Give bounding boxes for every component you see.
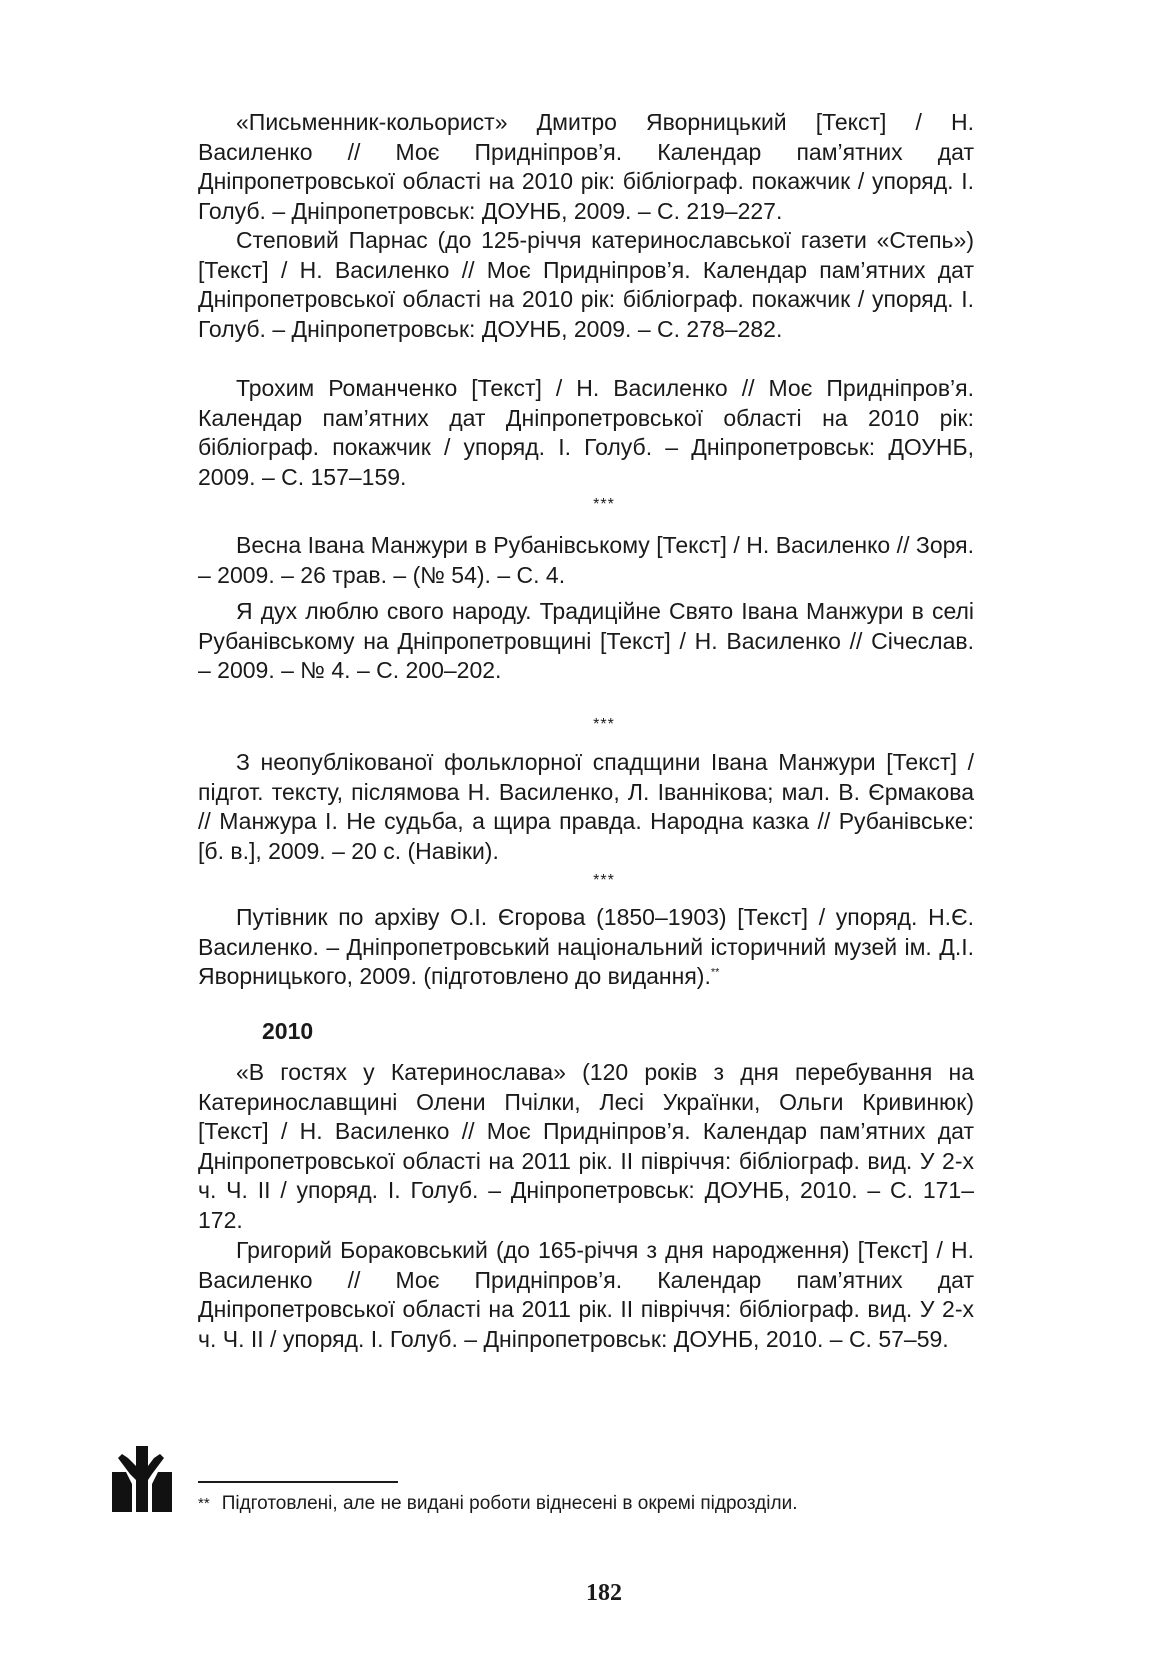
bibliography-entry: Я дух люблю свого народу. Традиційне Свято Івана Манжури в селі Рубанівському на Дніпропетровщині [Текст] / Н. Василенко // Січеслав. – 2009. – № 4. – С. 200–202. xyxy=(198,598,974,683)
footnote xyxy=(198,1492,974,1516)
entry-text: Путівник по архіву О.І. Єгорова (1850–1903) [Текст] / упоряд. Н.Є. Василенко. – Дніпропетровський національний історичний музей ім. Д.І. Яворницького, 2009. (підготовлено до видання). xyxy=(198,904,974,989)
bibliography-entry xyxy=(198,903,974,992)
bibliography-entry: З неопублікованої фольклорної спадщини Івана Манжури [Текст] / підгот. тексту, післямова Н. Василенко, Л. Іваннікова; мал. В. Єрмакова // Манжура І. Не судьба, а щира правда. Народна казка // Рубанівське: [б. в.], 2009. – 20 с. (Навіки). xyxy=(198,749,974,864)
bibliography-entry: Трохим Романченко [Текст] / Н. Василенко // Моє Придніпров’я. Календар пам’ятних дат Дніпропетровської області на 2010 рік: бібліограф. покажчик / упоряд. І. Голуб. – Дніпропетровськ: ДОУНБ, 2009. – С. 157–159. xyxy=(198,375,974,490)
section-separator: *** xyxy=(593,872,615,889)
bibliography-entry: Весна Івана Манжури в Рубанівському [Текст] / Н. Василенко // Зоря. – 2009. – 26 трав. – (№ 54). – С. 4. xyxy=(198,532,974,588)
footnote-reference: ** xyxy=(710,966,720,979)
bibliography-entry: «Письменник-кольорист» Дмитро Яворницький [Текст] / Н. Василенко // Моє Придніпров’я. Календар пам’ятних дат Дніпропетровської області на 2010 рік: бібліограф. покажчик / упоряд. І. Голуб. – Дніпропетровськ: ДОУНБ, 2009. – С. 219–227. xyxy=(198,109,974,224)
footnote-divider xyxy=(198,1481,398,1483)
footnote-text: Підготовлені, але не видані роботи віднесені в окремі підрозділи. xyxy=(221,1493,798,1514)
year-heading: 2010 xyxy=(262,1018,314,1044)
page-number: 182 xyxy=(586,1580,622,1606)
section-separator: *** xyxy=(593,716,615,733)
publisher-logo-icon xyxy=(112,1444,172,1514)
bibliography-entry: Григорий Бораковський (до 165-річчя з дня народження) [Текст] / Н. Василенко // Моє Придніпров’я. Календар пам’ятних дат Дніпропетровської області на 2011 рік. ІІ півріччя: бібліограф. вид. У 2-х ч. Ч. ІІ / упоряд. І. Голуб. – Дніпропетровськ: ДОУНБ, 2010. – С. 57–59. xyxy=(198,1237,974,1352)
bibliography-entry: «В гостях у Катеринослава» (120 років з дня перебування на Катеринославщині Олени Пчілки, Лесі Українки, Ольги Кривинюк) [Текст] / Н. Василенко // Моє Придніпров’я. Календар пам’ятних дат Дніпропетровської області на 2011 рік. ІІ півріччя: бібліограф. вид. У 2-х ч. Ч. ІІ / упоряд. І. Голуб. – Дніпропетровськ: ДОУНБ, 2010. – С. 171–172. xyxy=(198,1059,974,1233)
section-separator: *** xyxy=(593,496,615,513)
footnote-mark: ** xyxy=(198,1495,210,1512)
bibliography-entry: Степовий Парнас (до 125-річчя катеринославської газети «Степь») [Текст] / Н. Василенко // Моє Придніпров’я. Календар пам’ятних дат Дніпропетровської області на 2010 рік: бібліограф. покажчик / упоряд. І. Голуб. – Дніпропетровськ: ДОУНБ, 2009. – С. 278–282. xyxy=(198,227,974,342)
